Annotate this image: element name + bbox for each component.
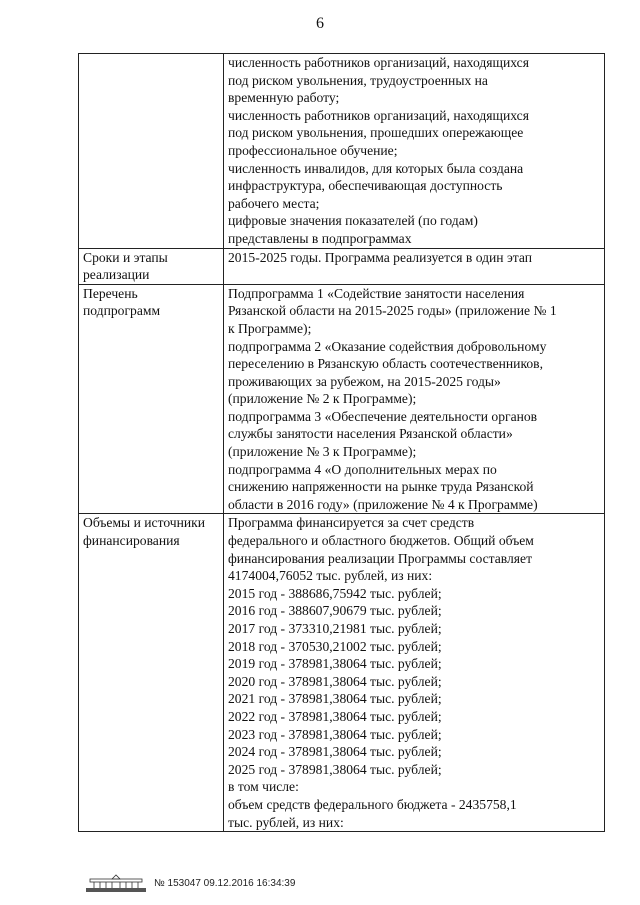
row-content-line: 2020 год - 378981,38064 тыс. рублей; [228, 673, 442, 689]
row-label-line: реализации [83, 267, 150, 283]
row-content-line: 2016 год - 388607,90679 тыс. рублей; [228, 603, 442, 619]
row-content-line: 2025 год - 378981,38064 тыс. рублей; [228, 761, 442, 777]
page-number: 6 [316, 15, 324, 32]
row-content-cell [224, 54, 605, 249]
row-content-line: 2015-2025 годы. Программа реализуется в один этап [228, 249, 533, 265]
row-label-cell [79, 284, 224, 514]
row-content-line: области в 2016 году» (приложение № 4 к Программе) [228, 496, 538, 512]
row-label-cell [79, 514, 224, 832]
row-content-cell [224, 284, 605, 514]
table-row [79, 54, 605, 249]
row-content-line: тыс. рублей, из них: [228, 814, 344, 830]
row-content-line: объем средств федерального бюджета - 2435758,1 [228, 796, 517, 812]
row-label-cell [79, 54, 224, 249]
table-row [79, 248, 605, 284]
passport-table [78, 53, 605, 832]
row-content-line: цифровые значения показателей (по годам) [228, 213, 478, 229]
row-label-line: финансирования [83, 533, 180, 549]
row-content-line: под риском увольнения, трудоустроенных на [228, 72, 488, 88]
row-content-line: переселению в Рязанскую область соотечественников, [228, 356, 543, 372]
row-label-line: Сроки и этапы [83, 249, 168, 265]
row-content-line: финансирования реализации Программы составляет [228, 550, 533, 566]
government-building-logo-icon [84, 873, 148, 893]
row-content-line: инфраструктура, обеспечивающая доступность [228, 178, 503, 194]
row-label-line: Объемы и источники [83, 515, 206, 531]
row-content-line: представлены в подпрограммах [228, 230, 412, 246]
row-content-line: подпрограмма 4 «О дополнительных мерах по [228, 461, 497, 477]
row-content-line: рабочего места; [228, 195, 320, 211]
row-content-line: профессиональное обучение; [228, 142, 398, 158]
row-content-line: 2021 год - 378981,38064 тыс. рублей; [228, 691, 442, 707]
table-row [79, 514, 605, 832]
footer [84, 872, 295, 894]
row-content-line: Подпрограмма 1 «Содействие занятости населения [228, 285, 525, 301]
row-content-line: 2024 год - 378981,38064 тыс. рублей; [228, 744, 442, 760]
row-content-line: (приложение № 3 к Программе); [228, 444, 417, 460]
row-content-cell [224, 248, 605, 284]
row-content-line: (приложение № 2 к Программе); [228, 391, 417, 407]
table-row [79, 284, 605, 514]
row-content-line: численность работников организаций, находящихся [228, 55, 529, 70]
row-content-line: 2017 год - 373310,21981 тыс. рублей; [228, 621, 442, 636]
row-content-line: 2019 год - 378981,38064 тыс. рублей; [228, 656, 442, 672]
row-content-line: в том числе: [228, 779, 299, 795]
row-content-line: 2022 год - 378981,38064 тыс. рублей; [228, 708, 442, 724]
row-label-line: Перечень [83, 285, 138, 301]
row-label-line: подпрограмм [83, 303, 161, 319]
row-content-line: к Программе); [228, 320, 312, 336]
document-stamp: № 153047 09.12.2016 16:34:39 [154, 877, 296, 889]
row-content-line: Рязанской области на 2015-2025 годы» (приложение № 1 [228, 303, 557, 319]
row-content-line: численность инвалидов, для которых была создана [228, 160, 524, 176]
row-content-cell [224, 514, 605, 832]
row-content-line: численность работников организаций, находящихся [228, 107, 529, 123]
row-content-line: 4174004,76052 тыс. рублей, из них: [228, 568, 433, 584]
row-content-line: службы занятости населения Рязанской области» [228, 426, 513, 442]
row-content-line: временную работу; [228, 90, 340, 106]
row-content-line: 2023 год - 378981,38064 тыс. рублей; [228, 726, 442, 742]
row-content-line: 2018 год - 370530,21002 тыс. рублей; [228, 638, 442, 654]
row-content-line: федерального и областного бюджетов. Общий объем [228, 533, 534, 549]
row-content-line: 2015 год - 388686,75942 тыс. рублей; [228, 585, 442, 601]
row-content-line: под риском увольнения, прошедших опережающее [228, 125, 524, 141]
row-content-line: подпрограмма 3 «Обеспечение деятельности органов [228, 408, 538, 424]
row-content-line: Программа финансируется за счет средств [228, 515, 475, 531]
row-content-line: снижению напряженности на рынке труда Рязанской [228, 479, 534, 495]
row-label-cell [79, 248, 224, 284]
row-content-line: проживающих за рубежом, на 2015-2025 годы» [228, 373, 501, 389]
row-content-line: подпрограмма 2 «Оказание содействия добровольному [228, 338, 547, 354]
